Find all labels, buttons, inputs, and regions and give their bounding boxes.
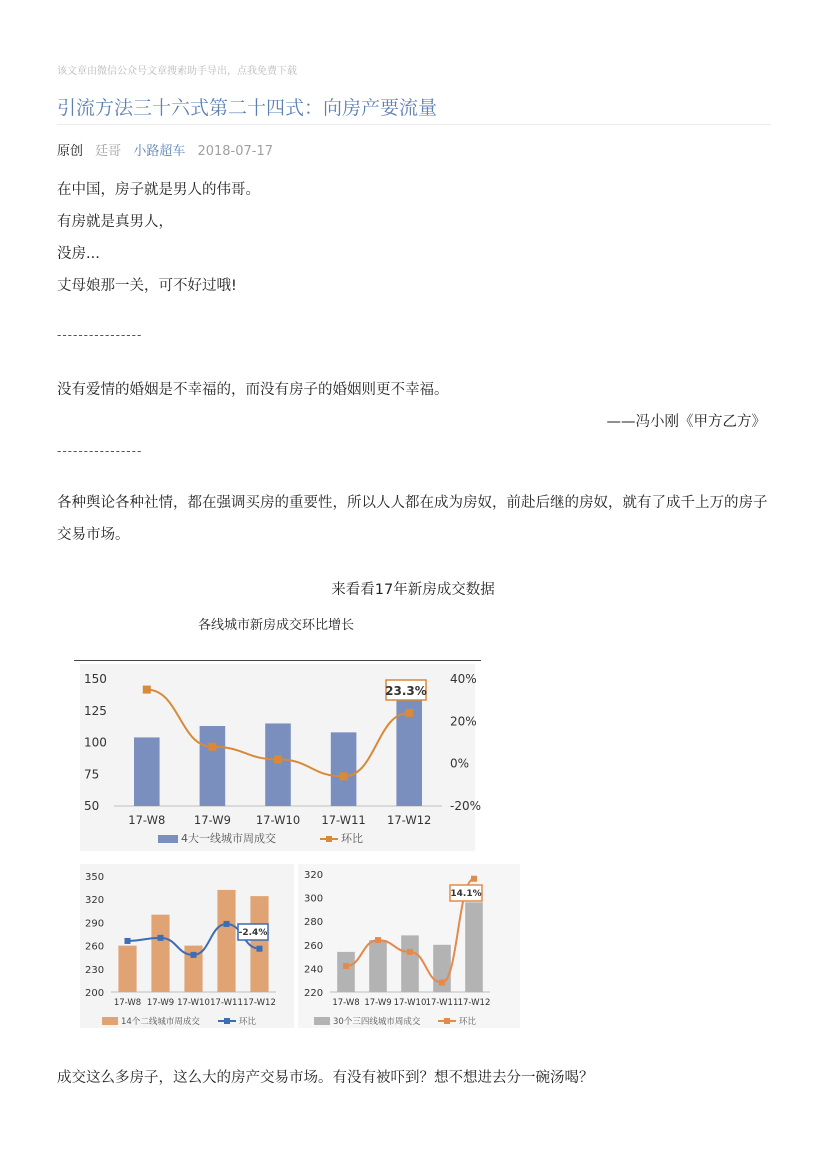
article-title: 引流方法三十六式第二十四式：向房产要流量 [57,97,438,119]
account-link[interactable]: 小路超车 [133,144,186,159]
legend-swatch [314,1017,330,1025]
body-line: 没房... [57,246,100,262]
bar [337,952,355,992]
tier1-city-chart [80,664,482,851]
body-line: 在中国，房子就是男人的伟哥。 [57,182,260,198]
legend-marker [224,1018,230,1024]
x-tick-label: 17-W8 [113,998,142,1008]
x-tick-label: 17-W10 [393,998,427,1008]
line-marker [208,743,216,751]
line-marker [143,686,151,694]
bar [250,896,268,992]
bar [118,946,136,992]
x-tick-label: 17-W11 [321,813,366,827]
bar [369,940,387,992]
legend-swatch [158,835,178,843]
figure-subcaption: 各线城市新房成交环比增长 [198,618,355,633]
annotation-label: 23.3% [385,684,427,698]
bar [151,915,169,992]
bar [331,732,357,806]
y-tick-label: 230 [85,964,105,976]
line-marker [274,755,282,763]
bar [401,935,419,992]
y2-tick-label: 0% [450,756,470,771]
bar [134,737,160,806]
y-tick-label: 320 [304,870,324,881]
line-marker [125,938,131,944]
y-tick-label: 290 [85,918,105,930]
x-tick-label: 17-W11 [425,998,459,1008]
dash-divider: ---------------- [57,444,143,458]
quote-source: ——冯小刚《甲方乙方》 [606,414,766,430]
annotation-label: 14.1% [450,889,482,899]
tier3-city-chart [298,864,520,1028]
legend-swatch [102,1017,118,1025]
line-marker [224,921,230,927]
line-marker [343,963,349,969]
line-marker [158,935,164,941]
legend-label: 环比 [341,832,363,845]
y-tick-label: 300 [304,893,324,905]
legend-label: 4大一线城市周成交 [181,832,276,845]
bar [265,723,291,806]
body-line: 有房就是真男人， [57,214,173,230]
closing-paragraph: 成交这么多房子，这么大的房产交易市场。有没有被吓到？想不想进去分一碗汤喝？ [57,1070,594,1086]
x-tick-label: 17-W8 [128,813,166,827]
x-tick-label: 17-W12 [387,813,432,827]
x-tick-label: 17-W10 [177,998,210,1008]
y-tick-label: 280 [304,917,324,929]
tier2-city-chart [80,864,294,1028]
y2-tick-label: -20% [450,799,482,813]
annotation-label: -2.4% [238,928,268,938]
bar [217,890,235,992]
original-tag: 原创 [57,144,84,159]
article-meta [57,140,281,159]
x-tick-label: 17-W9 [146,998,175,1008]
title-divider [57,124,771,125]
publish-date: 2018-07-17 [197,144,274,159]
y-tick-label: 75 [84,767,100,782]
legend-marker [444,1018,450,1024]
line-marker [407,949,413,955]
x-tick-label: 17-W12 [243,998,276,1008]
y-tick-label: 320 [85,895,105,907]
line-marker [471,876,477,882]
y-tick-label: 350 [85,872,105,883]
y-tick-label: 220 [304,988,324,999]
y-tick-label: 125 [84,703,107,718]
legend-label: 30个三四线城市周成交 [333,1017,421,1027]
line-marker [257,946,263,952]
y-tick-label: 150 [84,672,107,686]
line-marker [191,952,197,958]
dash-divider: ---------------- [57,328,143,342]
legend-marker [326,836,332,842]
legend-label: 环比 [239,1017,257,1027]
y2-tick-label: 20% [450,714,477,729]
x-tick-label: 17-W12 [457,998,491,1008]
x-tick-label: 17-W8 [332,998,360,1008]
quote-text: 没有爱情的婚姻是不幸福的，而没有房子的婚姻则更不幸福。 [57,382,449,398]
y-tick-label: 50 [84,799,100,813]
figure-caption: 来看看17年新房成交数据 [331,582,495,598]
x-tick-label: 17-W11 [210,998,243,1008]
y-tick-label: 260 [85,941,105,953]
line-marker [340,772,348,780]
x-tick-label: 17-W9 [193,813,231,827]
y-tick-label: 240 [304,964,324,976]
y2-tick-label: 40% [450,672,477,686]
line-marker [439,980,445,986]
author-name: 廷哥 [95,144,122,159]
caption-underline [74,660,481,661]
legend-label: 14个二线城市周成交 [121,1017,200,1027]
body-line: 丈母娘那一关，可不好过哦! [57,278,237,294]
body-paragraph: 各种舆论各种社情，都在强调买房的重要性，所以人人都在成为房奴，前赴后继的房奴，就有了成千上万的房子交易市场。 [57,495,768,543]
legend-label: 环比 [459,1017,477,1027]
line-marker [375,937,381,943]
bar [465,902,483,992]
x-tick-label: 17-W10 [255,813,301,827]
bar [200,726,226,806]
export-notice-link[interactable]: 该文章由微信公众号文章搜索助手导出，点我免费下载 [57,66,297,77]
y-tick-label: 260 [304,940,324,952]
line-marker [405,709,413,717]
y-tick-label: 100 [84,735,107,750]
x-tick-label: 17-W9 [364,998,392,1008]
y-tick-label: 200 [85,988,105,999]
